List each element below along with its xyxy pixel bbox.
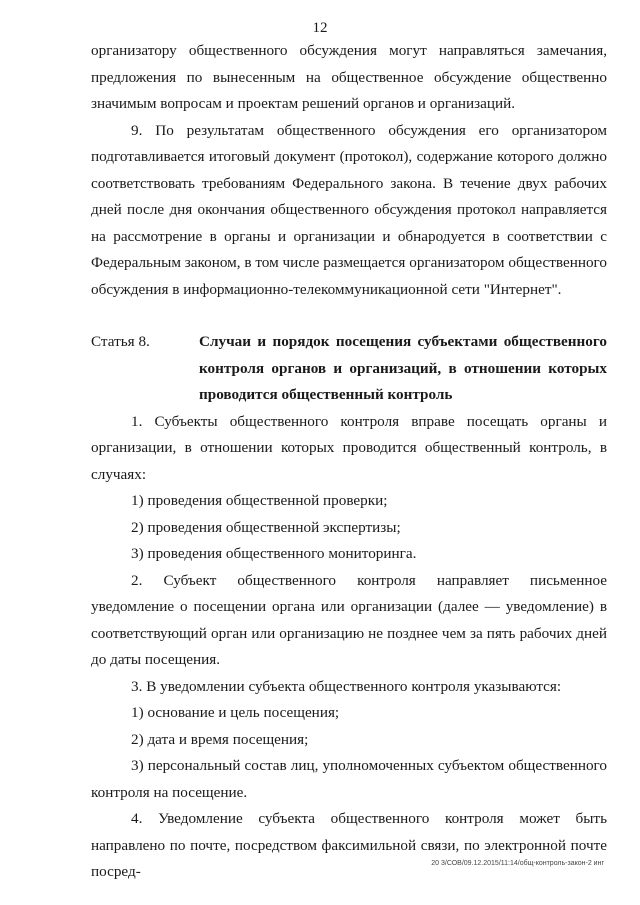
article-heading [91, 329, 607, 409]
paragraph: 1. Субъекты общественного контроля вправе посещать органы и организации, в отношении которых проводится общественный контроль, в случаях: [91, 412, 607, 483]
paragraph: 9. По результатам общественного обсуждения его организатором подготавливается итоговый документ (протокол), содержание которого должно соответствовать требованиям Федерального закона. В течение двух рабочих дней после дня окончания общественного обсуждения протокол направляется на рассмотрение в органы и организации и обнародуется в соответствии с Федеральным законом, в том числе размещается организатором общественного обсуждения в информационно-телекоммуникационной сети "Интернет". [91, 121, 607, 298]
article-title: Случаи и порядок посещения субъектами общественного контроля органов и организаций, в отношении которых проводится общественный контроль [199, 333, 607, 403]
list-item: 1) основание и цель посещения; [131, 704, 340, 721]
article-label: Статья 8. [91, 333, 150, 350]
list-item: 1) проведения общественной проверки; [131, 492, 388, 509]
list-item: 2) проведения общественной экспертизы; [131, 518, 401, 536]
document-body [91, 38, 607, 886]
paragraph: 4. Уведомление субъекта общественного контроля может быть направлено по почте, посредством факсимильной связи, по электронной почте посред- [91, 810, 607, 880]
list-item: 3) проведения общественного мониторинга. [131, 545, 417, 562]
footer-document-code: 20 3/СОВ/09.12.2015/11:14/общ-контроль-закон-2 инг [431, 860, 604, 867]
page-number: 12 [312, 20, 328, 36]
paragraph: организатору общественного обсуждения могут направляться замечания, предложения по вынесенным на общественное обсуждение общественно значимым вопросам и проектам решений органов и организаций. [91, 42, 607, 112]
paragraph: 3. В уведомлении субъекта общественного контроля указываются: [131, 677, 562, 695]
list-item: 2) дата и время посещения; [131, 730, 309, 748]
list-item: 3) персональный состав лиц, уполномоченных субъектом общественного контроля на посещение. [91, 757, 607, 801]
paragraph: 2. Субъект общественного контроля направляет письменное уведомление о посещении органа или организации (далее — уведомление) в соответствующий орган или организацию не позднее чем за пять рабочих дней до даты посещения. [91, 571, 607, 668]
